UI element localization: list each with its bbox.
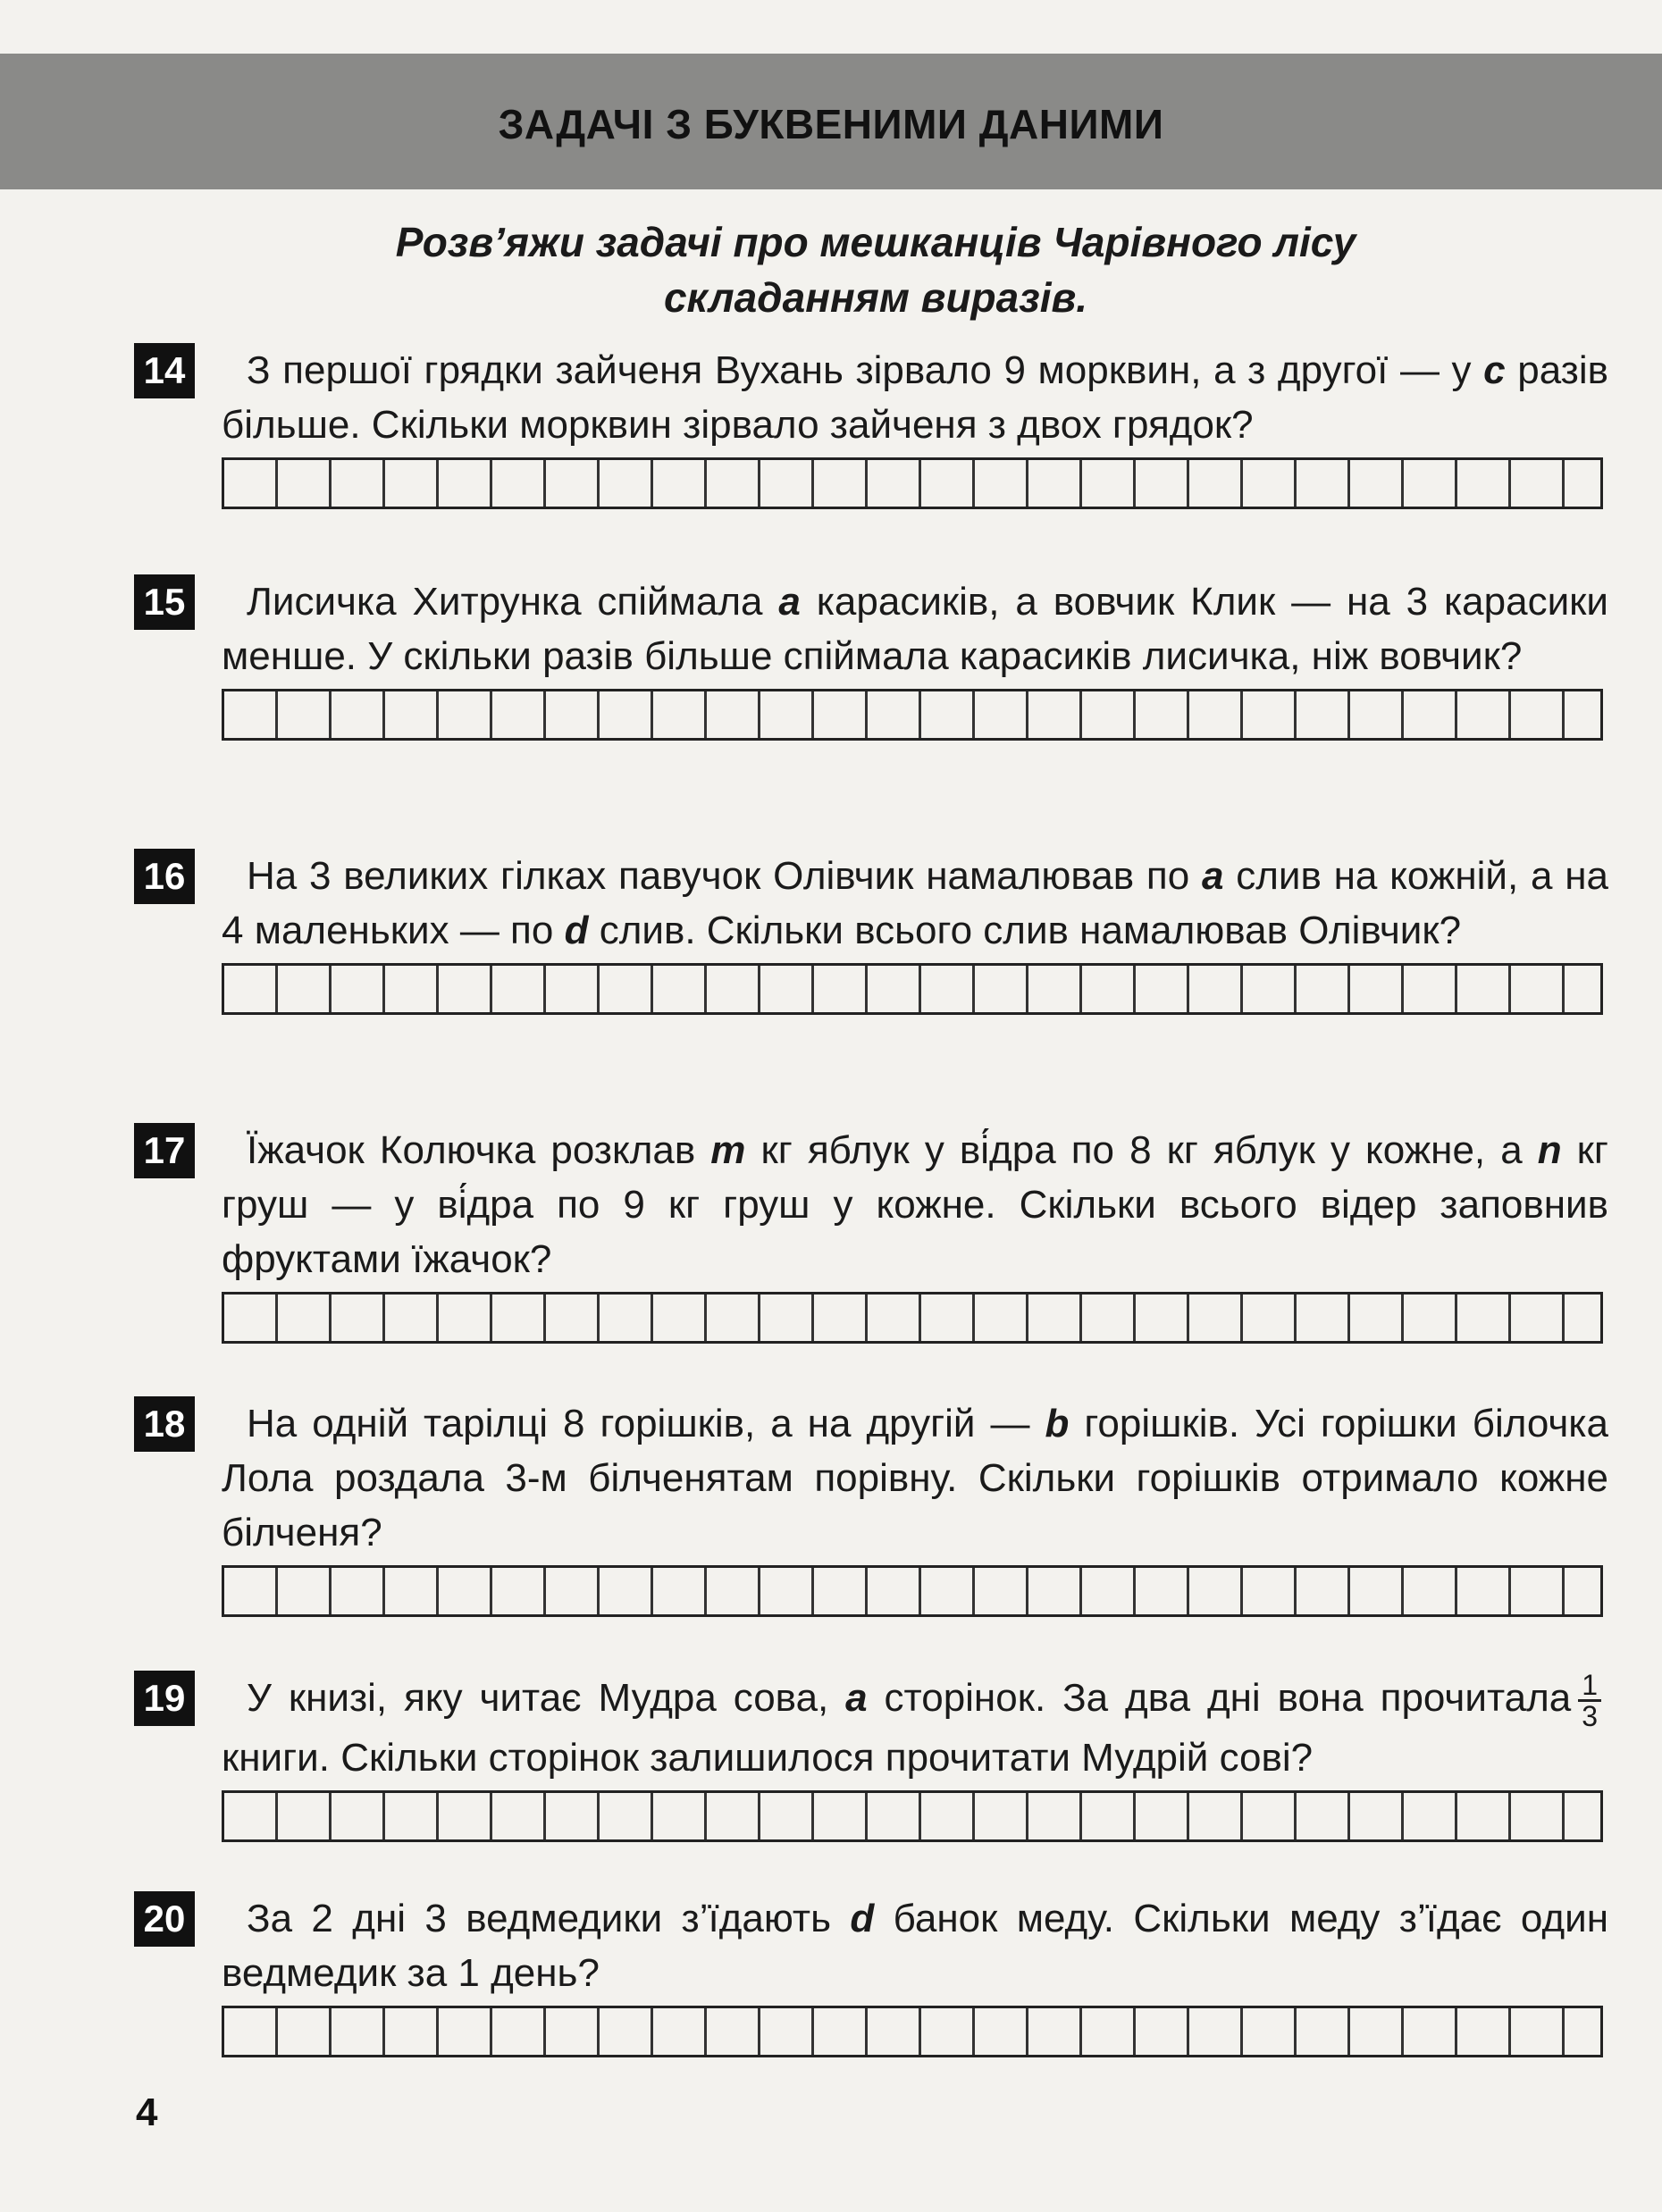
task-16 [134, 849, 1608, 1015]
header-banner [0, 54, 1662, 189]
page-title: ЗАДАЧІ З БУКВЕНИМИ ДАНИМИ [498, 101, 1164, 147]
answer-grid[interactable] [222, 1565, 1603, 1617]
answer-grid[interactable] [222, 963, 1603, 1015]
instruction-line-2: складанням виразів. [663, 274, 1088, 321]
task-19 [134, 1671, 1608, 1842]
variable-n: n [1537, 1128, 1562, 1172]
page-number: 4 [136, 2091, 158, 2134]
task-text: На одній тарілці 8 горішків, а на другій — b горішків. Усі горішки білочка Лола роздала 3-м білченятам порівну. Скільки горішків отримало кожне білченя? [222, 1402, 1608, 1554]
instruction-line-1: Розв’яжи задачі про мешканців Чарівного лісу [395, 219, 1356, 265]
variable-b: b [1045, 1402, 1070, 1445]
task-text: З першої грядки зайченя Вухань зірвало 9 морквин, а з другої — у c разів більше. Скільки морквин зірвало зайченя з двох грядок? [222, 348, 1608, 447]
variable-a: a [1201, 854, 1224, 898]
instruction [268, 214, 1483, 325]
answer-grid[interactable] [222, 1790, 1603, 1842]
task-number: 19 [134, 1671, 195, 1726]
task-text: Їжачок Колючка розклав m кг яблук у ві́дра по 8 кг яблук у кожне, а n кг груш — у ві́дра по 9 кг груш у кожне. Скільки всього відер заповнив фруктами їжачок? [222, 1128, 1608, 1281]
variable-d: d [564, 909, 589, 952]
task-text: У книзі, яку читає Мудра сова, a сторінок. За два дні вона прочитала $\frac{1}{3}$ книги. Скільки сторінок залишилося прочитати Мудрій сові? [222, 1671, 1608, 1785]
answer-grid[interactable] [222, 2006, 1603, 2057]
answer-grid[interactable] [222, 689, 1603, 741]
task-14 [134, 343, 1608, 509]
fraction-one-third: $\frac{1}{3}$ [1578, 1671, 1601, 1730]
task-number: 20 [134, 1891, 195, 1947]
task-20 [134, 1891, 1608, 2057]
task-number: 14 [134, 343, 195, 398]
task-number: 17 [134, 1123, 195, 1178]
task-15 [134, 574, 1608, 741]
answer-grid[interactable] [222, 457, 1603, 509]
task-text: Лисичка Хитрунка спіймала a карасиків, а вовчик Клик — на 3 карасики менше. У скільки разів більше спіймала карасиків лисичка, ніж вовчик? [222, 580, 1608, 678]
variable-m: m [710, 1128, 746, 1172]
task-text: На 3 великих гілках павучок Олівчик намалював по a слив на кожній, а на 4 маленьких — по d слив. Скільки всього слив намалював Олівчик? [222, 854, 1608, 952]
variable-a: a [845, 1676, 868, 1721]
variable-a: a [778, 580, 801, 624]
task-number: 18 [134, 1396, 195, 1452]
task-18 [134, 1396, 1608, 1617]
task-text: За 2 дні 3 ведмедики з’їдають d банок меду. Скільки меду з’їдає один ведмедик за 1 день? [222, 1897, 1608, 1995]
task-number: 16 [134, 849, 195, 904]
task-number: 15 [134, 574, 195, 630]
variable-d: d [850, 1897, 875, 1940]
variable-c: c [1483, 348, 1506, 392]
answer-grid[interactable] [222, 1292, 1603, 1344]
task-17 [134, 1123, 1608, 1344]
